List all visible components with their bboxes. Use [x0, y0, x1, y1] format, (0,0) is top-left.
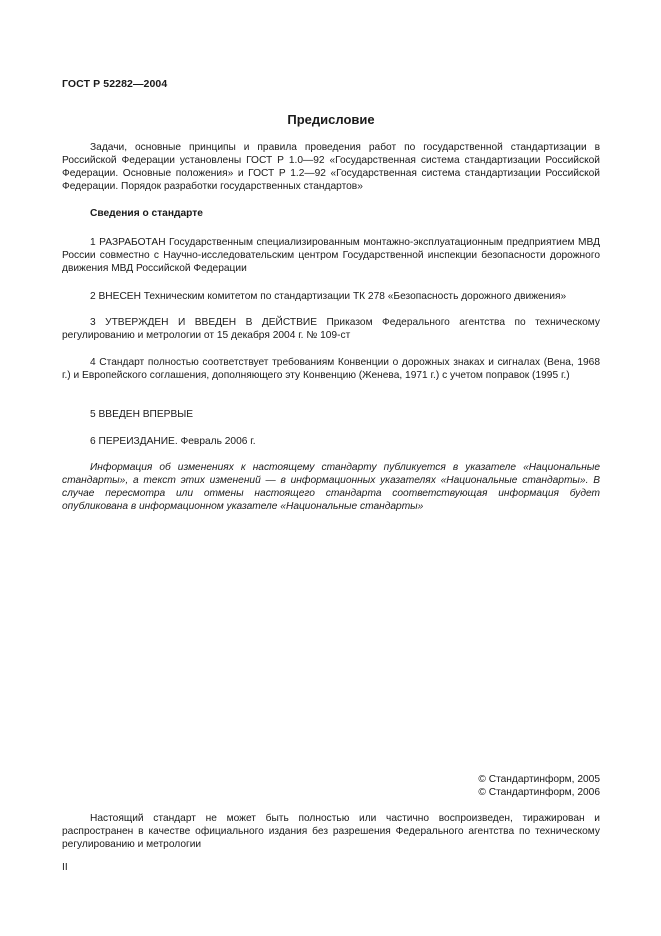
item-approved: 3 УТВЕРЖДЕН И ВВЕДЕН В ДЕЙСТВИЕ Приказом Федерального агентства по техническому регулированию и метрологии от 15 декабря 2004 г. № 109-ст	[62, 317, 600, 341]
section-heading: Сведения о стандарте	[90, 208, 203, 219]
info-note: Информация об изменениях к настоящему стандарту публикуется в указателе «Национальные стандарты», а текст этих изменений — в информационных указателях «Национальные стандарты». В случае пересмотра или отмены настоящего стандарта соответствующая информация будет опубликована в информационном указателе «Национальные стандарты»	[62, 462, 600, 512]
item-reissue: 6 ПЕРЕИЗДАНИЕ. Февраль 2006 г.	[90, 436, 256, 447]
document-page	[62, 0, 600, 936]
item-developed: 1 РАЗРАБОТАН Государственным специализированным монтажно-эксплуатационным предприятием МВД России совместно с Научно-исследовательским центром Государственной инспекции безопасности дорожного движения МВД Российской Федерации	[62, 237, 600, 274]
page-number: II	[62, 862, 68, 873]
item-first-introduced: 5 ВВЕДЕН ВПЕРВЫЕ	[90, 409, 194, 420]
item-compliance: 4 Стандарт полностью соответствует требованиям Конвенции о дорожных знаках и сигналах (Вена, 1968 г.) и Европейского соглашения, дополняющего эту Конвенцию (Женева, 1971 г.) с учетом поправок (1995 г.)	[62, 357, 600, 381]
legal-notice: Настоящий стандарт не может быть полностью или частично воспроизведен, тиражирован и распространен в качестве официального издания без разрешения Федерального агентства по техническому регулированию и метрологии	[62, 813, 600, 850]
item-submitted: 2 ВНЕСЕН Техническим комитетом по стандартизации ТК 278 «Безопасность дорожного движения»	[90, 291, 567, 302]
page-title: Предисловие	[287, 112, 375, 127]
copyright-2006: © Стандартинформ, 2006	[478, 787, 600, 798]
document-code: ГОСТ Р 52282—2004	[62, 78, 168, 90]
intro-paragraph: Задачи, основные принципы и правила проведения работ по государственной стандартизации в Российской Федерации установлены ГОСТ Р 1.0—92 «Государственная система стандартизации Российской Федерации. Основные положения» и ГОСТ Р 1.2—92 «Государственная система стандартизации Российской Федерации. Порядок разработки государственных стандартов»	[62, 142, 600, 192]
copyright-2005: © Стандартинформ, 2005	[478, 774, 600, 785]
